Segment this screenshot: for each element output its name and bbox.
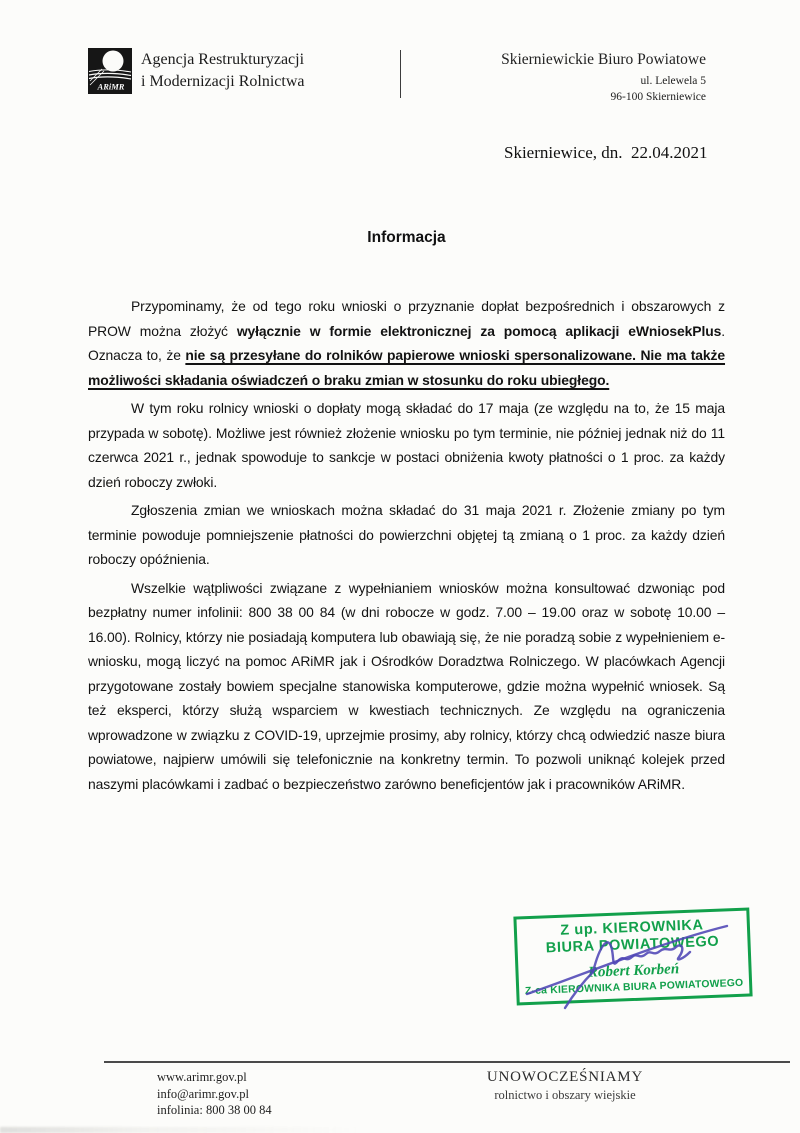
scan-artifact (0, 1127, 360, 1133)
stamp-line3: Z-ca KIEROWNIKA BIURA POWIATOWEGO (524, 977, 744, 998)
office-city: 96-100 Skierniewice (610, 90, 706, 103)
office-street: ul. Lelewela 5 (640, 75, 706, 87)
text-run: nie są przesyłane do rolników papierowe wnioski spersonalizowane. Nie ma także możliwości składania oświadczeń o braku zmian w stosunku do roku ubiegłego. (88, 347, 726, 388)
text-run: Wszelkie wątpliwości związane z wypełnianiem wniosków można konsultować dzwoniąc pod bezpłatny numer infolinii: 800 38 00 84 (w dni robocze w godz. 7.00 – 19.00 oraz w sobotę 10.00 – 16.00). Rolnicy, którzy nie posiadają komputera lub obawiają się, że nie poradzą sobie z wypełnieniem e-wniosku, mogą liczyć na pomoc ARiMR jak i Ośrodków Doradztwa Rolniczego. W placówkach Agencji przygotowane zostały bowiem specjalne stanowiska komputerowe, gdzie można wypełnić wniosek. Są też eksperci, którzy służą wsparciem w kwestiach technicznych. Ze względu na ograniczenia wprowadzone w związku z COVID-19, uprzejmie prosimy, aby rolnicy, którzy chcą odwiedzić nasze biura powiatowe, najpierw umówili się telefonicznie na konkretny termin. To pozwoli uniknąć kolejek przed naszymi placówkami i zadbać o bezpieczeństwo zarówno beneficjentów jak i pracowników ARiMR. (88, 579, 725, 792)
body-paragraphs (88, 294, 725, 800)
dateline: Skierniewice, dn. 22.04.2021 (504, 143, 708, 162)
text-run: Zgłoszenia zmian we wnioskach można składać do 31 maja 2021 r. Złożenie zmiany po tym terminie powoduje pomniejszenie płatności do powierzchni objętej tą zmianą o 1 proc. za każdy dzień roboczy opóźnienia. (88, 502, 725, 567)
paragraph (88, 498, 725, 572)
footer-infoline: infolinia: 800 38 00 84 (157, 1103, 272, 1117)
paragraph (88, 576, 725, 797)
footer-email: info@arimr.gov.pl (157, 1086, 249, 1101)
text-run: W tym roku rolnicy wnioski o dopłaty mogą składać do 17 maja (ze względu na to, że 15 maja przypada w sobotę). Możliwe jest również złożenie wniosku po tym terminie, nie później jednak niż do 11 czerwca 2021 r., jednak spowoduje to sankcje w postaci obniżenia kwoty płatności o 1 proc. za każdy dzień roboczy zwłoki. (88, 400, 725, 490)
text-run: wyłącznie w formie elektronicznej za pomocą aplikacji eWniosekPlus (236, 322, 722, 339)
agency-name (141, 49, 305, 93)
footer-divider (104, 1061, 790, 1063)
document-title: Informacja (367, 229, 446, 246)
footer-website: www.arimr.gov.pl (157, 1070, 247, 1084)
footer-contact-block (157, 1069, 272, 1119)
stamp-area (505, 896, 760, 1018)
paragraph (88, 396, 725, 494)
agency-name-line1: Agencja Restrukturyzacji (141, 51, 305, 68)
arimr-logo-icon (88, 48, 132, 94)
text-run: Przypominamy, że od tego roku wnioski o przyznanie dopłat bezpośrednich i obszarowych z PROW można złożyć (88, 298, 725, 339)
header-divider (400, 50, 401, 98)
stamp-line2: BIURA POWIATOWEGO (545, 933, 720, 957)
text-run: . Oznacza to, że (88, 322, 725, 363)
official-stamp (513, 908, 752, 1006)
office-address-block (430, 50, 706, 105)
stamp-line1: Z up. KIEROWNIKA (559, 917, 704, 939)
paragraph (88, 294, 725, 392)
footer-slogan-line1: UNOWOCZEŚNIAMY (486, 1069, 644, 1085)
footer-slogan-line2: rolnictwo i obszary wiejskie (494, 1088, 636, 1102)
agency-name-line2: i Modernizacji Rolnictwa (141, 73, 305, 90)
footer-slogan-block (480, 1068, 650, 1103)
signer-name: Robert Korbeń (587, 961, 680, 981)
svg-text:ARiMR: ARiMR (97, 81, 125, 92)
arimr-logo-graphic (88, 48, 132, 94)
office-name: Skierniewickie Biuro Powiatowe (501, 51, 706, 68)
